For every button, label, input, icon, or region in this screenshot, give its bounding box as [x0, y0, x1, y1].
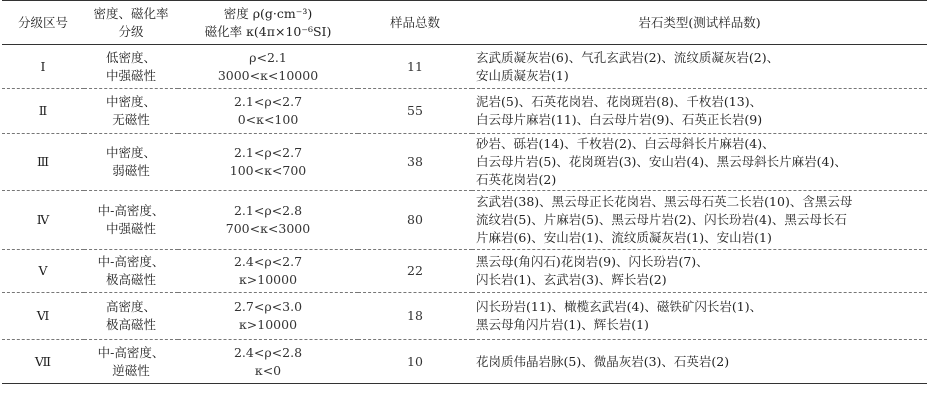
rocks-line: 玄武质凝灰岩(6)、气孔玄武岩(2)、流纹质凝灰岩(2)、 — [476, 49, 780, 65]
header-range-line2: 磁化率 κ(4π×10⁻⁶SI) — [204, 23, 332, 39]
rocks-line: 片麻岩(6)、安山岩(1)、流纹质凝灰岩(1)、安山岩(1) — [476, 230, 772, 245]
header-count: 样品总数 — [389, 14, 440, 30]
class-line: 极高磁性 — [105, 272, 156, 287]
rocks-line: 闪长玢岩(11)、橄榄玄武岩(4)、磁铁矿闪长岩(1)、 — [476, 299, 763, 314]
class-cell — [84, 340, 178, 384]
rock-property-table — [2, 0, 927, 384]
class-cell — [84, 134, 178, 191]
count-cell: 11 — [407, 58, 423, 74]
range-cell — [178, 293, 358, 340]
rocks-cell — [472, 250, 927, 293]
rocks-line: 花岗质伟晶岩脉(5)、微晶灰岩(3)、石英岩(2) — [476, 353, 730, 369]
rocks-line: 黑云母(角闪石)花岗岩(9)、闪长玢岩(7)、 — [476, 254, 709, 269]
rocks-line: 白云母片麻岩(11)、白云母片岩(9)、石英正长岩(9) — [476, 112, 763, 127]
count-cell: 80 — [407, 212, 423, 227]
zone-cell: Ⅰ — [40, 58, 46, 74]
class-line: 中强磁性 — [105, 221, 156, 236]
rocks-cell — [472, 134, 927, 191]
range-cell — [178, 250, 358, 293]
rocks-cell — [472, 340, 927, 384]
class-line: 极高磁性 — [105, 317, 156, 332]
class-cell — [84, 191, 178, 250]
header-rocks: 岩石类型(测试样品数) — [638, 14, 761, 30]
rocks-line: 闪长岩(1)、玄武岩(3)、辉长岩(2) — [476, 272, 667, 287]
density-range: 2.1<ρ<2.7 — [233, 145, 303, 160]
susceptibility-range: 3000<κ<10000 — [217, 67, 319, 83]
rocks-line: 流纹岩(5)、片麻岩(5)、黑云母片岩(2)、闪长玢岩(4)、黑云母长石 — [476, 212, 847, 227]
susceptibility-range: κ>10000 — [238, 272, 298, 287]
rocks-line: 白云母片岩(5)、花岗斑岩(3)、安山岩(4)、黑云母斜长片麻岩(4)、 — [476, 154, 847, 169]
class-line: 无磁性 — [112, 112, 150, 127]
zone-cell: Ⅵ — [36, 308, 50, 323]
range-cell — [178, 45, 358, 89]
density-range: 2.4<ρ<2.7 — [233, 254, 303, 269]
header-class-line2: 分级 — [118, 23, 144, 39]
class-cell — [84, 45, 178, 89]
count-cell: 10 — [407, 353, 423, 369]
header-range-line1: 密度 ρ(g·cm⁻³) — [223, 5, 313, 21]
header-zone: 分级区号 — [17, 14, 68, 30]
class-line: 弱磁性 — [112, 163, 150, 178]
table-row — [2, 134, 927, 191]
class-line: 逆磁性 — [112, 362, 150, 378]
class-cell — [84, 293, 178, 340]
rocks-line: 石英花岗岩(2) — [476, 172, 557, 187]
density-range: 2.1<ρ<2.7 — [233, 94, 303, 109]
rocks-cell — [472, 45, 927, 89]
density-range: ρ<2.1 — [249, 49, 287, 65]
header-class — [84, 1, 178, 45]
count-cell: 22 — [407, 263, 423, 278]
class-line: 低密度、 — [105, 49, 156, 65]
class-line: 中-高密度、 — [97, 254, 165, 269]
table-row — [2, 250, 927, 293]
rocks-cell — [472, 89, 927, 134]
class-line: 中密度、 — [105, 145, 156, 160]
table-row — [2, 191, 927, 250]
count-cell: 18 — [407, 308, 423, 323]
zone-cell: Ⅳ — [36, 212, 50, 227]
header-row — [2, 1, 927, 45]
count-cell: 55 — [407, 103, 423, 118]
rocks-cell — [472, 293, 927, 340]
rocks-cell — [472, 191, 927, 250]
class-line: 中-高密度、 — [97, 344, 165, 360]
table-row — [2, 89, 927, 134]
susceptibility-range: 700<κ<3000 — [225, 221, 311, 236]
density-range: 2.4<ρ<2.8 — [233, 344, 303, 360]
rocks-line: 玄武岩(38)、黑云母正长花岗岩、黑云母石英二长岩(10)、含黑云母 — [476, 194, 853, 209]
susceptibility-range: 0<κ<100 — [237, 112, 299, 127]
susceptibility-range: 100<κ<700 — [229, 163, 307, 178]
class-line: 中密度、 — [105, 94, 156, 109]
susceptibility-range: κ<0 — [254, 362, 282, 378]
zone-cell: Ⅱ — [38, 103, 48, 118]
count-cell: 38 — [407, 154, 423, 169]
class-cell — [84, 89, 178, 134]
zone-cell: Ⅴ — [38, 263, 48, 278]
rocks-line: 泥岩(5)、石英花岗岩、花岗斑岩(8)、千枚岩(13)、 — [476, 94, 763, 109]
rocks-line: 黑云母角闪片岩(1)、辉长岩(1) — [476, 317, 649, 332]
table-row — [2, 340, 927, 384]
density-range: 2.7<ρ<3.0 — [233, 299, 303, 314]
header-range — [178, 1, 358, 45]
rocks-line: 安山质凝灰岩(1) — [476, 67, 569, 83]
class-line: 中强磁性 — [105, 67, 156, 83]
range-cell — [178, 134, 358, 191]
density-range: 2.1<ρ<2.8 — [233, 203, 303, 218]
class-line: 高密度、 — [105, 299, 156, 314]
zone-cell: Ⅶ — [34, 353, 52, 369]
susceptibility-range: κ>10000 — [238, 317, 298, 332]
header-class-line1: 密度、磁化率 — [93, 5, 169, 21]
rocks-line: 砂岩、砾岩(14)、千枚岩(2)、白云母斜长片麻岩(4)、 — [476, 136, 775, 151]
table-row — [2, 293, 927, 340]
table-row — [2, 45, 927, 89]
range-cell — [178, 191, 358, 250]
class-cell — [84, 250, 178, 293]
range-cell — [178, 340, 358, 384]
class-line: 中-高密度、 — [97, 203, 165, 218]
range-cell — [178, 89, 358, 134]
zone-cell: Ⅲ — [36, 154, 50, 169]
